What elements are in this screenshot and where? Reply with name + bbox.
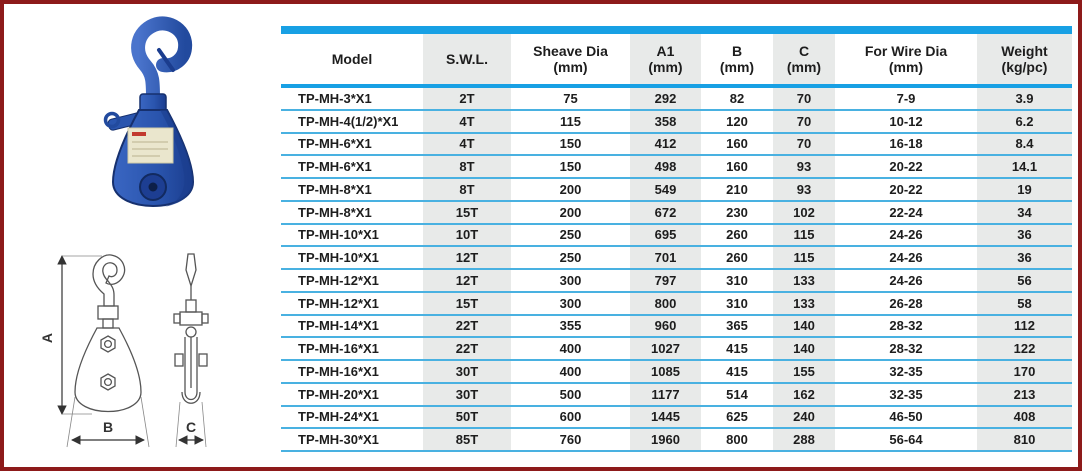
model-cell: TP-MH-10*X1: [298, 227, 379, 243]
value-cell-wire_dia: 32-35: [889, 386, 923, 402]
value-cell-b: 120: [726, 113, 748, 129]
value-cell-weight: 408: [977, 407, 1072, 428]
table-row: [281, 179, 1072, 202]
value-cell-weight: 56: [977, 270, 1072, 291]
value-cell-swl: 30T: [423, 384, 511, 405]
value-cell-sheave_dia: 200: [559, 204, 582, 220]
value-cell-weight: 122: [977, 338, 1072, 359]
table-body: [281, 88, 1072, 452]
spec-table: [281, 26, 1072, 452]
snatch-block-photo-icon: [56, 10, 251, 240]
value-cell-sheave_dia: 250: [559, 227, 582, 243]
value-cell-wire_dia: 28-32: [889, 341, 923, 357]
value-cell-wire_dia: 56-64: [889, 432, 923, 448]
value-cell-wire_dia: 24-26: [889, 250, 923, 266]
value-cell-sheave_dia: 150: [559, 136, 582, 152]
value-cell-b: 514: [726, 386, 748, 402]
value-cell-swl: 22T: [423, 338, 511, 359]
product-label-sticker: [128, 128, 173, 163]
value-cell-weight: 14.1: [977, 156, 1072, 177]
value-cell-weight: 36: [977, 247, 1072, 268]
value-cell-c: 155: [773, 361, 835, 382]
model-cell: TP-MH-8*X1: [298, 181, 372, 197]
column-header-c: C (mm): [773, 34, 835, 84]
value-cell-c: 102: [773, 202, 835, 223]
value-cell-b: 230: [726, 204, 748, 220]
value-cell-a1: 1445: [630, 407, 701, 428]
model-cell: TP-MH-24*X1: [298, 409, 379, 425]
value-cell-wire_dia: 10-12: [889, 113, 923, 129]
value-cell-weight: 112: [977, 316, 1072, 337]
value-cell-weight: 3.9: [977, 88, 1072, 109]
value-cell-c: 70: [773, 88, 835, 109]
table-row: [281, 338, 1072, 361]
value-cell-a1: 358: [630, 111, 701, 132]
model-cell: TP-MH-30*X1: [298, 432, 379, 448]
value-cell-a1: 1177: [630, 384, 701, 405]
value-cell-a1: 797: [630, 270, 701, 291]
value-cell-sheave_dia: 760: [559, 432, 582, 448]
value-cell-a1: 800: [630, 293, 701, 314]
value-cell-a1: 292: [630, 88, 701, 109]
value-cell-swl: 30T: [423, 361, 511, 382]
value-cell-sheave_dia: 115: [560, 113, 581, 129]
table-row: [281, 384, 1072, 407]
table-row: [281, 134, 1072, 157]
value-cell-sheave_dia: 400: [559, 363, 582, 379]
value-cell-wire_dia: 16-18: [889, 136, 923, 152]
value-cell-c: 115: [773, 247, 835, 268]
column-header-sheave_dia: Sheave Dia (mm): [533, 43, 608, 75]
value-cell-b: 160: [726, 159, 748, 175]
value-cell-swl: 85T: [423, 429, 511, 450]
value-cell-c: 93: [773, 156, 835, 177]
dim-a-label: A: [39, 332, 55, 344]
value-cell-sheave_dia: 150: [559, 159, 582, 175]
value-cell-swl: 4T: [423, 111, 511, 132]
value-cell-swl: 10T: [423, 225, 511, 246]
dimension-drawing-icon: [12, 242, 270, 470]
value-cell-wire_dia: 22-24: [889, 204, 923, 220]
value-cell-b: 160: [726, 136, 748, 152]
model-cell: TP-MH-12*X1: [298, 272, 379, 288]
value-cell-b: 310: [726, 295, 748, 311]
value-cell-swl: 8T: [423, 156, 511, 177]
value-cell-b: 800: [726, 432, 748, 448]
value-cell-sheave_dia: 300: [559, 295, 582, 311]
value-cell-weight: 8.4: [977, 134, 1072, 155]
value-cell-sheave_dia: 75: [563, 90, 578, 106]
model-cell: TP-MH-12*X1: [298, 295, 379, 311]
model-cell: TP-MH-16*X1: [298, 363, 379, 379]
value-cell-weight: 34: [977, 202, 1072, 223]
value-cell-sheave_dia: 355: [559, 318, 582, 334]
model-cell: TP-MH-16*X1: [298, 341, 379, 357]
dimension-b: [67, 397, 149, 447]
value-cell-c: 133: [773, 293, 835, 314]
column-header-model: Model: [331, 51, 373, 67]
value-cell-a1: 701: [630, 247, 701, 268]
value-cell-wire_dia: 24-26: [889, 272, 923, 288]
value-cell-wire_dia: 32-35: [889, 363, 923, 379]
table-row: [281, 111, 1072, 134]
value-cell-c: 140: [773, 316, 835, 337]
value-cell-wire_dia: 24-26: [889, 227, 923, 243]
table-row: [281, 361, 1072, 384]
value-cell-wire_dia: 20-22: [889, 181, 923, 197]
value-cell-swl: 12T: [423, 247, 511, 268]
table-row: [281, 316, 1072, 339]
value-cell-b: 415: [726, 363, 748, 379]
dimension-drawing: [12, 242, 270, 470]
value-cell-weight: 6.2: [977, 111, 1072, 132]
value-cell-sheave_dia: 500: [559, 386, 582, 402]
value-cell-swl: 8T: [423, 179, 511, 200]
table-header: [281, 34, 1072, 88]
dim-c-label: C: [185, 419, 197, 435]
value-cell-b: 260: [726, 250, 748, 266]
value-cell-weight: 213: [977, 384, 1072, 405]
value-cell-a1: 1027: [630, 338, 701, 359]
value-cell-swl: 15T: [423, 202, 511, 223]
value-cell-a1: 412: [630, 134, 701, 155]
value-cell-c: 70: [773, 134, 835, 155]
model-cell: TP-MH-8*X1: [298, 204, 372, 220]
table-row: [281, 270, 1072, 293]
value-cell-c: 115: [773, 225, 835, 246]
value-cell-c: 240: [773, 407, 835, 428]
value-cell-sheave_dia: 300: [559, 272, 582, 288]
column-header-wire_dia: For Wire Dia (mm): [864, 43, 948, 75]
axle-center-icon: [149, 183, 158, 192]
hook-icon: [138, 23, 185, 98]
value-cell-weight: 810: [977, 429, 1072, 450]
value-cell-c: 162: [773, 384, 835, 405]
value-cell-b: 210: [726, 181, 748, 197]
value-cell-a1: 695: [630, 225, 701, 246]
value-cell-c: 288: [773, 429, 835, 450]
value-cell-b: 82: [729, 90, 745, 106]
table-row: [281, 429, 1072, 452]
value-cell-a1: 1085: [630, 361, 701, 382]
value-cell-swl: 22T: [423, 316, 511, 337]
dimension-c: [176, 402, 206, 447]
value-cell-swl: 2T: [423, 88, 511, 109]
model-cell: TP-MH-6*X1: [298, 159, 372, 175]
table-row: [281, 293, 1072, 316]
value-cell-swl: 15T: [423, 293, 511, 314]
value-cell-c: 140: [773, 338, 835, 359]
model-cell: TP-MH-3*X1: [298, 90, 372, 106]
model-cell: TP-MH-20*X1: [298, 386, 379, 402]
value-cell-wire_dia: 7-9: [896, 90, 916, 106]
value-cell-a1: 960: [630, 316, 701, 337]
value-cell-sheave_dia: 200: [559, 181, 582, 197]
dimension-a: [39, 256, 102, 414]
value-cell-c: 133: [773, 270, 835, 291]
value-cell-wire_dia: 28-32: [889, 318, 923, 334]
value-cell-b: 260: [726, 227, 748, 243]
value-cell-a1: 498: [630, 156, 701, 177]
value-cell-b: 365: [726, 318, 748, 334]
product-photo: [56, 10, 251, 240]
value-cell-swl: 12T: [423, 270, 511, 291]
value-cell-wire_dia: 46-50: [889, 409, 923, 425]
table-top-bar: [281, 26, 1072, 34]
column-header-weight: Weight (kg/pc): [977, 34, 1072, 84]
value-cell-b: 625: [726, 409, 748, 425]
column-header-a1: A1 (mm): [630, 34, 701, 84]
value-cell-swl: 50T: [423, 407, 511, 428]
value-cell-a1: 549: [630, 179, 701, 200]
value-cell-wire_dia: 20-22: [889, 159, 923, 175]
table-row: [281, 88, 1072, 111]
model-cell: TP-MH-14*X1: [298, 318, 379, 334]
value-cell-swl: 4T: [423, 134, 511, 155]
value-cell-weight: 170: [977, 361, 1072, 382]
value-cell-sheave_dia: 600: [559, 409, 582, 425]
value-cell-c: 70: [773, 111, 835, 132]
model-cell: TP-MH-4(1/2)*X1: [298, 113, 399, 129]
table-row: [281, 202, 1072, 225]
column-header-swl: S.W.L.: [423, 34, 511, 84]
value-cell-weight: 19: [977, 179, 1072, 200]
value-cell-weight: 36: [977, 225, 1072, 246]
value-cell-b: 310: [726, 272, 748, 288]
column-header-b: B (mm): [719, 43, 755, 75]
value-cell-weight: 58: [977, 293, 1072, 314]
dim-b-label: B: [102, 419, 114, 435]
value-cell-a1: 1960: [630, 429, 701, 450]
table-row: [281, 247, 1072, 270]
table-row: [281, 225, 1072, 248]
table-row: [281, 407, 1072, 430]
value-cell-sheave_dia: 250: [559, 250, 582, 266]
value-cell-sheave_dia: 400: [559, 341, 582, 357]
value-cell-a1: 672: [630, 202, 701, 223]
model-cell: TP-MH-6*X1: [298, 136, 372, 152]
table-row: [281, 156, 1072, 179]
value-cell-wire_dia: 26-28: [889, 295, 923, 311]
model-cell: TP-MH-10*X1: [298, 250, 379, 266]
value-cell-c: 93: [773, 179, 835, 200]
value-cell-b: 415: [726, 341, 748, 357]
